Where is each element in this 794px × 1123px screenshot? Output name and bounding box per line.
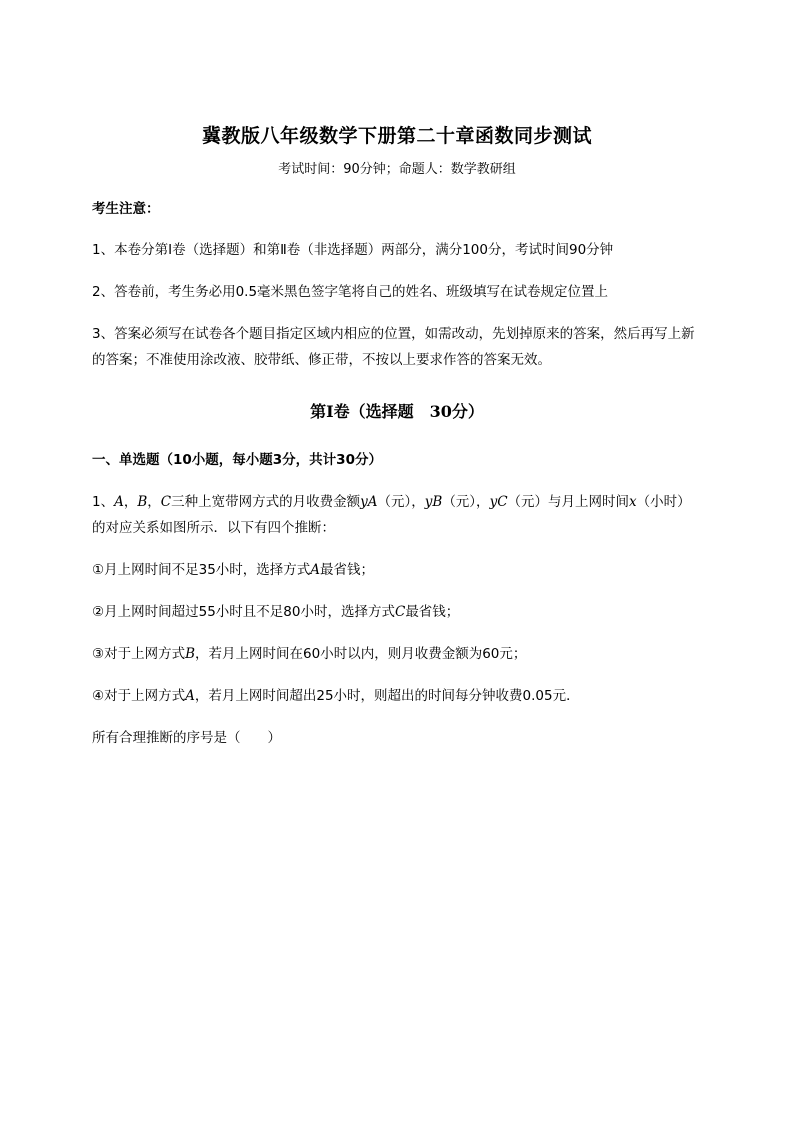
var-b: B <box>185 646 196 662</box>
statement-text: ②月上网时间超过55小时且不足80小时，选择方式 <box>92 604 395 620</box>
question-text: （元）与月上网时间 <box>507 494 630 510</box>
question-1-line-2: 的对应关系如图所示．以下有四个推断： <box>92 520 335 536</box>
var-ya: yA <box>360 494 378 510</box>
statement-text: ④对于上网方式 <box>92 688 186 704</box>
separator: ， <box>123 494 138 510</box>
notice-item-3: 3、答案必须写在试卷各个题目指定区域内相应的位置，如需改动，先划掉原来的答案，然后再写上新 <box>92 326 695 342</box>
var-a: A <box>114 494 124 510</box>
statement-4 <box>92 683 712 709</box>
question-text: 三种上宽带网方式的月收费金额 <box>171 494 361 510</box>
answer-prompt: 所有合理推断的序号是（ ） <box>92 730 281 746</box>
question-text: （小时） <box>636 494 691 510</box>
statement-text: 最省钱； <box>320 562 375 578</box>
question-number: 1、 <box>92 494 115 510</box>
notice-item-3-cont: 的答案；不准使用涂改液、胶带纸、修正带，不按以上要求作答的答案无效。 <box>92 352 551 368</box>
statement-3 <box>92 641 712 667</box>
statement-text: ③对于上网方式 <box>92 646 186 662</box>
notice-item-1: 1、本卷分第I卷（选择题）和第Ⅱ卷（非选择题）两部分，满分100分，考试时间90分钟 <box>92 242 614 258</box>
var-a: A <box>310 562 321 578</box>
var-b: B <box>137 494 148 510</box>
var-c: C <box>160 494 172 510</box>
statement-text: ，若月上网时间超出25小时，则超出的时间每分钟收费0.05元． <box>194 688 580 704</box>
page-title: 冀教版八年级数学下册第二十章函数同步测试 <box>201 125 592 147</box>
var-x: x <box>629 494 637 510</box>
statement-text: ，若月上网时间在60小时以内，则月收费金额为60元； <box>195 646 527 662</box>
var-yc: yC <box>489 494 508 510</box>
exam-info: 考试时间：90分钟；命题人：数学教研组 <box>278 162 516 177</box>
statement-1 <box>92 557 712 583</box>
unit-text: （元）， <box>442 494 490 510</box>
notice-item-2: 2、答卷前，考生务必用0.5毫米黑色签字笔将自己的姓名、班级填写在试卷规定位置上 <box>92 284 609 300</box>
notice-heading: 考生注意： <box>92 201 160 217</box>
var-a: A <box>185 688 195 704</box>
section-title: 第I卷（选择题 30分） <box>310 402 484 421</box>
var-c: C <box>394 604 406 620</box>
statement-2 <box>92 599 712 625</box>
var-yb: yB <box>424 494 443 510</box>
statement-text: ①月上网时间不足35小时，选择方式 <box>92 562 311 578</box>
part-heading: 一、单选题（10小题，每小题3分，共计30分） <box>92 452 382 468</box>
unit-text: （元）， <box>377 494 425 510</box>
statement-text: 最省钱； <box>405 604 460 620</box>
separator: ， <box>147 494 161 510</box>
question-1-line-1 <box>92 489 712 515</box>
